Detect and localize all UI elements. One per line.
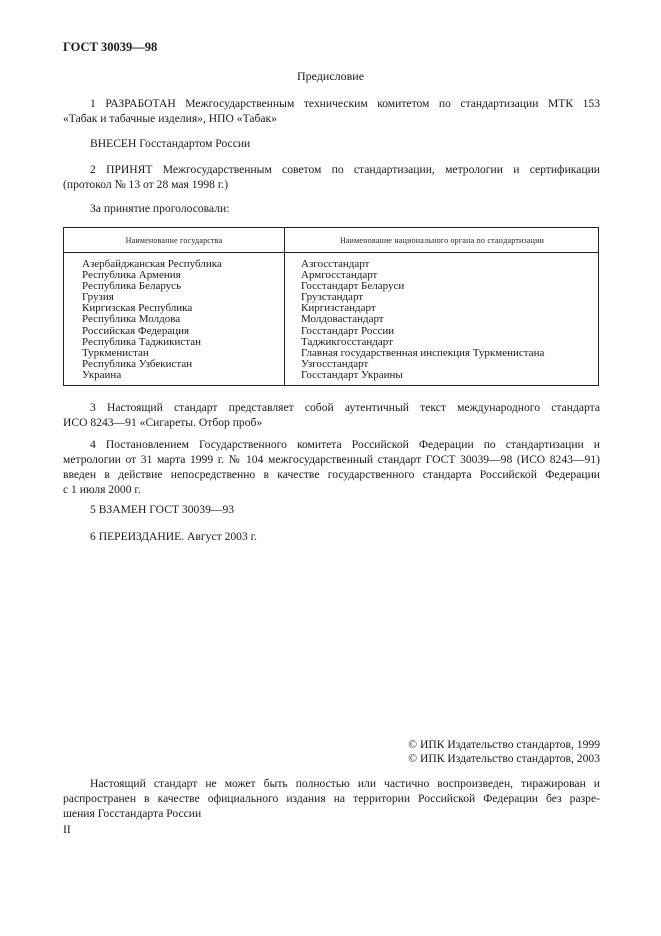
section-1-line-2: «Табак и табачные изделия», НПО «Табак»	[63, 112, 277, 125]
table-cell-state: Российская Федерация	[82, 324, 190, 337]
section-4	[63, 437, 600, 497]
section-4-line-3: введен в действие непосредственно в качестве государственного стандарта Российской Федерации	[63, 468, 600, 481]
section-2-line-2: (протокол № 13 от 28 мая 1998 г.)	[63, 178, 229, 191]
section-3	[63, 400, 600, 430]
table-cell-state: Республика Молдова	[82, 313, 181, 326]
section-5	[63, 502, 600, 517]
table-cell-state: Республика Таджикистан	[82, 335, 201, 348]
table-header-divider	[64, 252, 598, 253]
section-5-text: 5 ВЗАМЕН ГОСТ 30039—93	[90, 503, 235, 516]
vote-text: За принятие проголосовали:	[90, 202, 230, 215]
notice-line-1: Настоящий стандарт не может быть полностью или частично воспроизведен, тиражирован и	[90, 777, 600, 790]
table-cell-state: Киргизская Республика	[82, 302, 193, 315]
table-cell-state: Грузия	[82, 291, 114, 304]
section-4-line-1: 4 Постановлением Государственного комитета Российской Федерации по стандартизации и	[90, 438, 600, 451]
section-3-line-1: 3 Настоящий стандарт представляет собой аутентичный текст международного стандарта	[90, 401, 600, 414]
notice-line-2: распространен в качестве официального издания на территории Российской Федерации без разре-	[63, 792, 600, 805]
table-cell-body: Грузстандарт	[301, 291, 364, 304]
section-1	[63, 96, 600, 126]
table-cell-body: Главная государственная инспекция Туркменистана	[301, 346, 545, 359]
table-cell-body: Армгосстандарт	[301, 269, 378, 282]
table-cell-state: Туркменистан	[82, 346, 149, 359]
table-column-states	[82, 259, 222, 381]
table-cell-body: Молдовастандарт	[301, 313, 384, 326]
table-cell-state: Республика Узбекистан	[82, 357, 193, 370]
voting-table	[63, 227, 599, 386]
introduced-text: ВНЕСЕН Госстандартом России	[90, 137, 251, 150]
section-4-line-4: с 1 июля 2000 г.	[63, 483, 141, 496]
section-6-text: 6 ПЕРЕИЗДАНИЕ. Август 2003 г.	[90, 530, 257, 543]
vote-caption	[63, 201, 600, 216]
copyright-line-2: © ИПК Издательство стандартов, 2003	[408, 752, 600, 765]
table-header-body: Наименование национального органа по стандартизации	[339, 236, 545, 245]
page-number: II	[63, 823, 71, 836]
section-1-introduced	[63, 136, 600, 151]
copyright-block	[380, 738, 600, 766]
table-cell-body: Госстандарт Украины	[301, 368, 403, 381]
copyright-line-1: © ИПК Издательство стандартов, 1999	[408, 738, 600, 751]
table-cell-body: Азгосстандарт	[301, 258, 370, 270]
table-cell-body: Госстандарт России	[301, 324, 395, 337]
section-4-line-2: метрологии от 31 марта 1999 г. № 104 межгосударственный стандарт ГОСТ 30039—98 (ИСО 8243—91)	[63, 453, 600, 466]
table-column-bodies	[301, 259, 544, 381]
table-header-state: Наименование государства	[125, 236, 223, 245]
document-code-header: ГОСТ 30039—98	[63, 40, 158, 54]
table-cell-body: Киргизстандарт	[301, 302, 376, 315]
section-2-line-1: 2 ПРИНЯТ Межгосударственным советом по стандартизации, метрологии и сертификации	[90, 163, 600, 176]
table-cell-state: Республика Беларусь	[82, 280, 182, 293]
reproduction-notice	[63, 776, 600, 821]
table-cell-body: Госстандарт Беларуси	[301, 280, 405, 293]
section-2	[63, 162, 600, 192]
section-3-line-2: ИСО 8243—91 «Сигареты. Отбор проб»	[63, 416, 263, 429]
section-1-line-1: 1 РАЗРАБОТАН Межгосударственным техническим комитетом по стандартизации МТК 153	[90, 97, 600, 110]
table-cell-body: Таджикгосстандарт	[301, 335, 393, 348]
table-cell-state: Республика Армения	[82, 269, 181, 282]
notice-line-3: шения Госстандарта России	[63, 807, 202, 820]
foreword-title: Предисловие	[296, 69, 365, 83]
table-cell-state: Азербайджанская Республика	[82, 258, 222, 270]
table-cell-state: Украина	[82, 368, 122, 381]
table-cell-body: Узгосстандарт	[301, 357, 369, 370]
section-6	[63, 529, 600, 544]
